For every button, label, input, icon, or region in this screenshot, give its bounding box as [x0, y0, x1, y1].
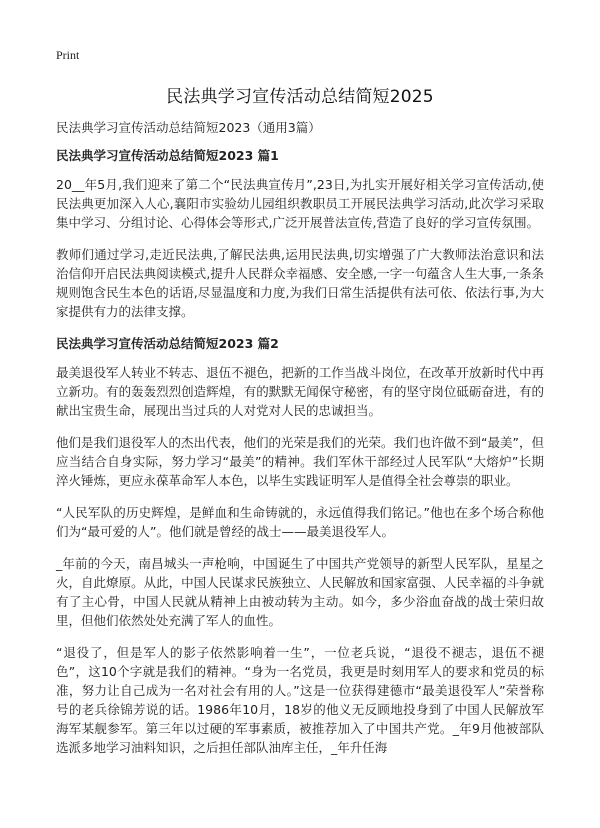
paragraph: 教师们通过学习,走近民法典,了解民法典,运用民法典,切实增强了广大教师法治意识和法治信仰开启民法典阅读模式,提升人民群众幸福感、安全感,一字一句蕴含人生大事,一条条规则饱含民生本色的话语,尽显温度和力度,为我们日常生活提供有法可依、依法行事,为大家提供有力的法律支撑。	[56, 247, 544, 319]
document-subtitle: 民法典学习宣传活动总结简短2023（通用3篇）	[56, 120, 321, 135]
page-title: 民法典学习宣传活动总结简短2025	[166, 87, 434, 107]
paragraph: 最美退役军人转业不转志、退伍不褪色，把新的工作当战斗岗位，在改革开放新时代中再立新功。有的轰轰烈烈创造辉煌，有的默默无闻保守秘密，有的坚守岗位砥砺奋进，有的献出宝贵生命，展现出当过兵的人对党对人民的忠诚担当。	[56, 365, 544, 418]
section-heading: 民法典学习宣传活动总结简短2023 篇1	[56, 148, 279, 163]
paragraph: 他们是我们退役军人的杰出代表，他们的光荣是我们的光荣。我们也许做不到“最美”，但应当结合自身实际，努力学习“最美”的精神。我们军休干部经过人民军队“大熔炉”长期淬火锤炼，更应永葆革命军人本色，以毕生实践证明军人是值得全社会尊崇的职业。	[56, 435, 544, 488]
paragraph: “人民军队的历史辉煌，是鲜血和生命铸就的，永远值得我们铭记。”他也在多个场合称他们为“最可爱的人”。他们就是曾经的战士——最美退役军人。	[56, 505, 544, 539]
section-2	[56, 334, 544, 757]
paragraph: “退役了，但是军人的影子依然影响着一生”，一位老兵说，“退役不褪志，退伍不褪色”，这10个字就是我们的精神。“身为一名党员，我更是时刻用军人的要求和党员的标准，努力让自己成为一名对社会有用的人。”这是一位获得建德市“最美退役军人”荣誉称号的老兵徐锦芳说的话。1986年10月，18岁的他义无反顾地投身到了中国人民解放军海军某舰参军。第三年以过硬的军事素质，被推荐加入了中国共产党。_年9月他被部队选派多地学习油料知识，之后担任部队油库主任，_年升任海	[56, 645, 544, 755]
section-heading: 民法典学习宣传活动总结简短2023 篇2	[56, 336, 279, 351]
paragraph: _年前的今天，南昌城头一声枪响，中国诞生了中国共产党领导的新型人民军队，星星之火，自此燎原。从此，中国人民谋求民族独立、人民解放和国家富强、人民幸福的斗争就有了主心骨，中国人民就从精神上由被动转为主动。如今，多少浴血奋战的战士荣归故里，但他们依然处处充满了军人的血性。	[56, 556, 544, 628]
print-link[interactable]: Print	[56, 48, 80, 62]
document-body	[56, 118, 544, 770]
section-1	[56, 146, 544, 321]
paragraph: 20__年5月,我们迎来了第二个“民法典宣传月”,23日,为扎实开展好相关学习宣传活动,使民法典更加深入人心,襄阳市实验幼儿园组织教职员工开展民法典学习活动,此次学习采取集中学习、分组讨论、心得体会等形式,广泛开展普法宣传,营造了良好的学习宣传氛围。	[56, 177, 544, 230]
